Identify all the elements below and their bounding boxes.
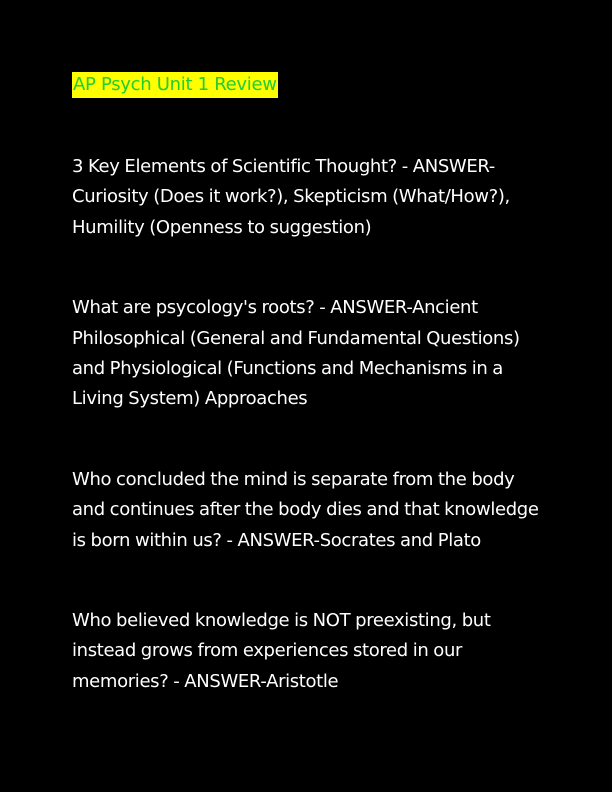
qa-entry-psychology-roots: [72, 293, 542, 415]
qa-line: Living System) Approaches: [72, 388, 308, 410]
qa-line: memories? - ANSWER-Aristotle: [72, 670, 339, 692]
document-page: [72, 72, 542, 697]
qa-line: and Physiological (Functions and Mechanisms in a: [72, 358, 503, 380]
qa-line: Who believed knowledge is NOT preexisting, but: [72, 610, 491, 632]
qa-line: What are psycology's roots? - ANSWER-Ancient: [72, 297, 478, 319]
qa-line: Humility (Openness to suggestion): [72, 216, 372, 238]
qa-line: 3 Key Elements of Scientific Thought? - ANSWER-: [72, 156, 495, 177]
qa-entry-scientific-thought: [72, 152, 542, 243]
qa-line: and continues after the body dies and that knowledge: [72, 499, 539, 521]
qa-entry-socrates-plato: [72, 465, 542, 556]
qa-line: instead grows from experiences stored in our: [72, 640, 463, 662]
qa-line: Who concluded the mind is separate from the body: [72, 468, 515, 490]
document-title: AP Psych Unit 1 Review: [72, 72, 278, 98]
qa-line: is born within us? - ANSWER-Socrates and Plato: [72, 529, 481, 551]
qa-line: Philosophical (General and Fundamental Questions): [72, 327, 520, 349]
qa-entry-aristotle: [72, 606, 542, 697]
qa-line: Curiosity (Does it work?), Skepticism (What/How?),: [72, 186, 510, 208]
